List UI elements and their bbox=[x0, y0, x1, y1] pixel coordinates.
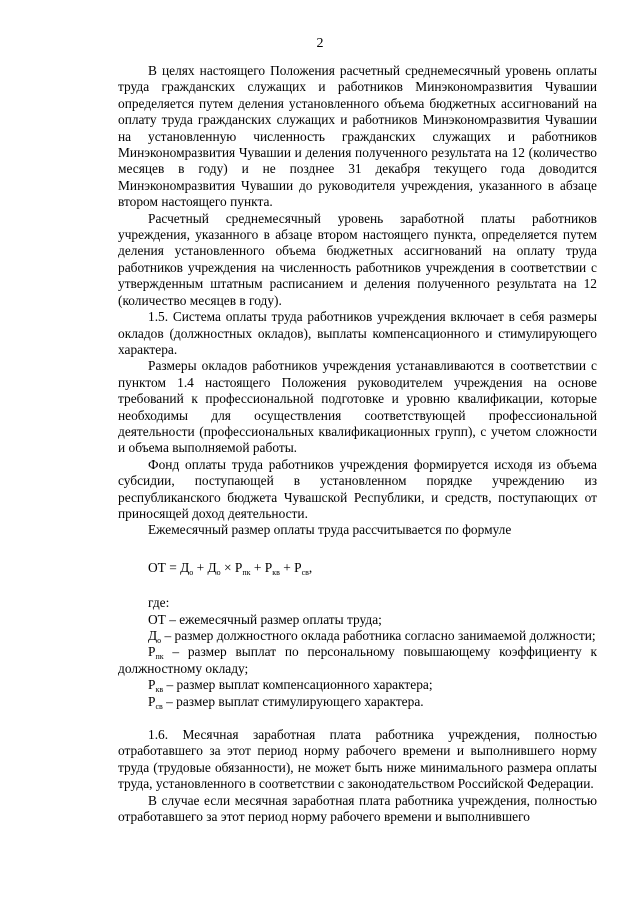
spacer bbox=[118, 710, 597, 727]
paragraph-calc-institution: Расчетный среднемесячный уровень заработной платы работников учреждения, указанного в абзаце втором настоящего пункта, определяется путем деления установленного объема бюджетных ассигнований на оплату труда работников учреждения на численность работников учреждения в соответствии с утвержденным штатным расписанием и деления полученного результата на 12 (количество месяцев в году). bbox=[118, 210, 597, 308]
where-do: $Д_о$ – размер должностного оклада работника согласно занимаемой должности; bbox=[148, 628, 596, 645]
document-body bbox=[118, 63, 597, 825]
where-ot: ОТ – ежемесячный размер оплаты труда; bbox=[148, 611, 382, 627]
paragraph-wage-fund: Фонд оплаты труда работников учреждения формируется исходя из объема субсидии, поступающей в установленном порядке учреждению из республиканского бюджета Чувашской Республики, и средств, поступающих от приносящей доход деятельности. bbox=[118, 456, 597, 521]
where-label: где: bbox=[148, 595, 170, 611]
where-rkv: $Р_{кв}$ – размер выплат компенсационного характера; bbox=[148, 677, 433, 695]
paragraph-calc-level: В целях настоящего Положения расчетный среднемесячный уровень оплаты труда гражданских служащих и работников Минэкономразвития Чувашии определяется путем деления установленного объема бюджетных ассигнований на оплату труда гражданских служащих и работников Минэкономразвития Чувашии на установленную численность гражданских служащих и работников Минэкономразвития Чувашии и деления полученного результата на 12 (количество месяцев в году) и не позднее 31 декабря текущего года доводится Минэкономразвития Чувашии до руководителя учреждения, указанного в абзаце втором настоящего пункта. bbox=[118, 63, 597, 210]
page-number: 2 bbox=[316, 36, 324, 51]
formula: ОТ = $Д_о + Д_о \times Р_{пк} + Р_{кв} + Р_{св}$, bbox=[148, 559, 313, 577]
paragraph-formula-intro: Ежемесячный размер оплаты труда рассчитывается по формуле bbox=[148, 522, 512, 538]
paragraph-1-6: 1.6. Месячная заработная плата работника учреждения, полностью отработавшего за этот период норму рабочего времени и выполнившего норму труда (трудовые обязанности), не может быть ниже минимального размера оплаты труда, установленного в соответствии с законодательством Российской Федерации. bbox=[118, 727, 597, 792]
paragraph-min-wage-case: В случае если месячная заработная плата работника учреждения, полностью отработавшего за этот период норму рабочего времени и выполнившего bbox=[118, 792, 597, 825]
where-rpk: $Р_{пк}$ – размер выплат по персональному повышающему коэффициенту к должностному окладу; bbox=[118, 644, 597, 676]
where-rsv: $Р_{св}$ – размер выплат стимулирующего характера. bbox=[148, 693, 424, 711]
paragraph-1-5: 1.5. Система оплаты труда работников учреждения включает в себя размеры окладов (должностных окладов), выплаты компенсационного и стимулирующего характера. bbox=[118, 309, 597, 357]
paragraph-salary-sizes: Размеры окладов работников учреждения устанавливаются в соответствии с пунктом 1.4 настоящего Положения руководителем учреждения на основе требований к профессиональной подготовке и уровню квалификации, которые необходимы для осуществления соответствующей профессиональной деятельности (профессиональных квалификационных групп), с учетом сложности и объема выполняемой работы. bbox=[118, 358, 597, 456]
